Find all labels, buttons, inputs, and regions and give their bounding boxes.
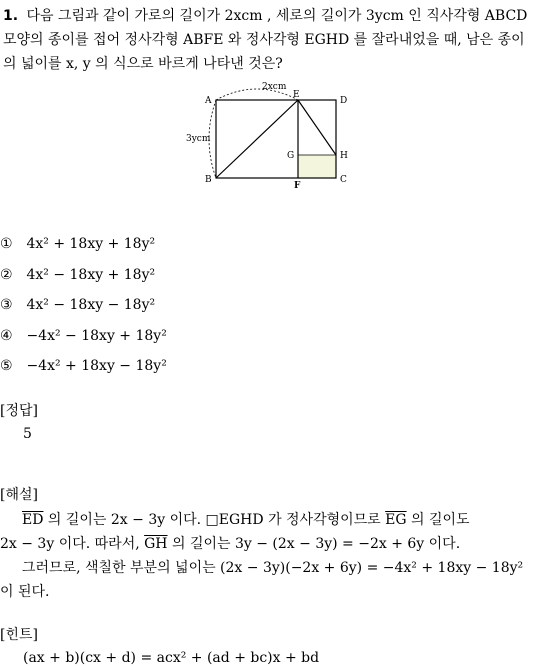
answer-label: [정답]: [0, 403, 38, 419]
point-h: H: [340, 151, 348, 161]
explanation-line-1: [0, 508, 534, 532]
point-b: B: [205, 175, 212, 185]
choice-text: −4x² + 18xy − 18y²: [26, 358, 167, 374]
problem-statement: [3, 4, 531, 76]
choice-text: −4x² − 18xy + 18y²: [26, 327, 167, 344]
explanation-label: [해설]: [0, 487, 38, 503]
point-d: D: [340, 96, 348, 106]
choice-text: 4x² + 18xy + 18y²: [26, 236, 156, 252]
choice-text: 4x² − 18xy − 18y²: [26, 297, 156, 313]
segment-gh-label: $\overline{GH}$: [144, 536, 168, 552]
choice-3[interactable]: [0, 293, 534, 324]
segment-eg-label: $\overline{EG}$: [385, 512, 407, 528]
explanation-text: 의 길이는 2x − 3y 이다. □EGHD 가 정사각형이므로: [43, 512, 386, 528]
point-a: A: [205, 96, 212, 106]
point-g: G: [287, 151, 295, 161]
choice-2[interactable]: [0, 263, 534, 294]
diagonal-be: [216, 100, 298, 178]
shaded-region: [298, 155, 336, 178]
hint-formula: (ax + b)(cx + d) = acx² + (ad + bc)x + bd: [23, 650, 320, 666]
hint-label: [힌트]: [0, 627, 38, 643]
choice-mark: ⑤: [0, 358, 13, 374]
point-c: C: [340, 175, 347, 185]
explanation-line-3: 그러므로, 색칠한 부분의 넓이는 (2x − 3y)(−2x + 6y) = −4x² + 18xy − 18y²: [22, 560, 524, 576]
geometry-figure: [180, 80, 360, 195]
explanation-text: 의 길이는 3y − (2x − 3y) = −2x + 6y 이다.: [167, 536, 461, 552]
diagonal-eh: [298, 100, 336, 155]
problem-number: 1.: [3, 8, 19, 24]
width-label: 2xcm: [262, 82, 287, 92]
explanation-line-4: 이 된다.: [0, 584, 50, 600]
explanation-body: [0, 508, 534, 604]
height-label: 3ycm: [186, 134, 211, 144]
segment-ed-label: $\overline{ED}$: [22, 512, 44, 528]
choice-5[interactable]: [0, 354, 534, 385]
answer-value: 5: [23, 426, 32, 442]
answer-choices: [0, 232, 534, 385]
choice-1[interactable]: [0, 232, 534, 263]
choice-mark: ③: [0, 297, 13, 313]
choice-mark: ①: [0, 236, 13, 252]
rectangle-diagram: [180, 80, 360, 195]
explanation-line-2: [0, 532, 534, 556]
choice-4[interactable]: [0, 324, 534, 355]
explanation-text: 의 길이도: [406, 512, 470, 528]
point-e: E: [293, 90, 300, 100]
point-f: F: [294, 181, 301, 191]
explanation-text: 2x − 3y 이다. 따라서,: [0, 536, 145, 552]
problem-text: 다음 그림과 같이 가로의 길이가 2xcm , 세로의 길이가 3ycm 인 직사각형 ABCD 모양의 종이를 접어 정사각형 ABFE 와 정사각형 EGHD 를 잘라내었을 때, 남은 종이의 넓이를 x, y 의 식으로 바르게 나타낸 것은?: [3, 8, 528, 72]
choice-text: 4x² − 18xy + 18y²: [26, 266, 156, 283]
choice-mark: ②: [0, 266, 13, 283]
choice-mark: ④: [0, 327, 13, 344]
